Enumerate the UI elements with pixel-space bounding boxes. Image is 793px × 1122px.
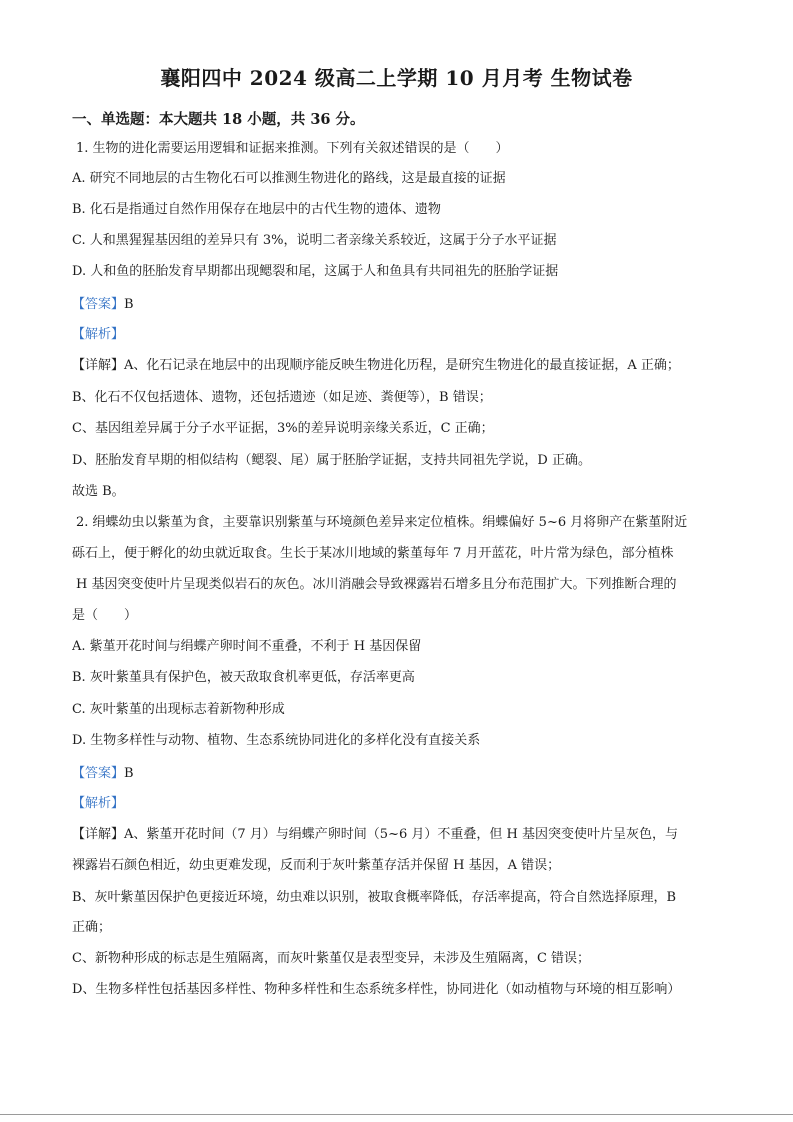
analysis-tag: 【解析】 bbox=[72, 327, 125, 342]
question-2-analysis bbox=[72, 795, 724, 813]
question-1-detail-2: B、化石不仅包括遗体、遗物，还包括遗迹（如足迹、粪便等），B 错误； bbox=[72, 390, 492, 405]
question-2-detail-1 bbox=[72, 826, 724, 844]
question-2-stem-line-2: 砾石上，便于孵化的幼虫就近取食。生长于某冰川地域的紫堇每年 7 月开蓝花，叶片常为绿色，部分植株 bbox=[72, 546, 674, 561]
answer-value: B bbox=[124, 766, 134, 781]
question-2-detail-3: B、灰叶紫堇因保护色更接近环境，幼虫难以识别，被取食概率降低，存活率提高，符合自然选择原理，B bbox=[72, 890, 677, 905]
question-2-answer bbox=[72, 765, 724, 783]
question-2-detail-5: C、新物种形成的标志是生殖隔离，而灰叶紫堇仅是表型变异，未涉及生殖隔离，C 错误； bbox=[72, 951, 591, 966]
question-2-option-a: A. 紫堇开花时间与绢蝶产卵时间不重叠，不利于 H 基因保留 bbox=[72, 639, 422, 654]
question-2-detail-6: D、生物多样性包括基因多样性、物种多样性和生态系统多样性，协同进化（如动植物与环境的相互影响） bbox=[72, 982, 681, 997]
question-2-detail-4: 正确； bbox=[72, 920, 112, 935]
question-2-option-c: C. 灰叶紫堇的出现标志着新物种形成 bbox=[72, 702, 285, 717]
question-2-stem-line-1: 2. 绢蝶幼虫以紫堇为食，主要靠识别紫堇与环境颜色差异来定位植株。绢蝶偏好 5~6 月将卵产在紫堇附近 bbox=[76, 515, 688, 530]
detail-text: A、紫堇开花时间（7 月）与绢蝶产卵时间（5~6 月）不重叠，但 H 基因突变使叶片呈灰色，与 bbox=[124, 827, 678, 842]
question-1-detail-3: C、基因组差异属于分子水平证据，3%的差异说明亲缘关系近，C 正确； bbox=[72, 421, 494, 436]
question-2-option-b: B. 灰叶紫堇具有保护色，被天敌取食机率更低，存活率更高 bbox=[72, 670, 415, 685]
section-heading: 一、单选题：本大题共 18 小题，共 36 分。 bbox=[72, 111, 365, 128]
detail-tag: 【详解】 bbox=[72, 358, 125, 373]
question-1-option-a: A. 研究不同地层的古生物化石可以推测生物进化的路线，这是最直接的证据 bbox=[72, 171, 506, 186]
detail-text: A、化石记录在地层中的出现顺序能反映生物进化历程，是研究生物进化的最直接证据，A 正确； bbox=[124, 358, 680, 373]
question-1-answer bbox=[72, 296, 724, 314]
question-1-analysis bbox=[72, 326, 724, 344]
question-1-option-c: C. 人和黑猩猩基因组的差异只有 3%，说明二者亲缘关系较近，这属于分子水平证据 bbox=[72, 233, 557, 248]
detail-tag: 【详解】 bbox=[72, 827, 125, 842]
page-bottom-rule bbox=[0, 1114, 793, 1115]
question-1-detail-1 bbox=[72, 357, 724, 375]
answer-tag: 【答案】 bbox=[72, 297, 125, 312]
question-2-stem-line-4: 是（ ） bbox=[72, 608, 138, 623]
question-2-stem-line-3: H 基因突变使叶片呈现类似岩石的灰色。冰川消融会导致裸露岩石增多且分布范围扩大。下列推断合理的 bbox=[76, 577, 677, 592]
question-2-option-d: D. 生物多样性与动物、植物、生态系统协同进化的多样化没有直接关系 bbox=[72, 733, 481, 748]
document-title: 襄阳四中 2024 级高二上学期 10 月月考 生物试卷 bbox=[160, 66, 633, 90]
question-1-option-b: B. 化石是指通过自然作用保存在地层中的古代生物的遗体、遗物 bbox=[72, 202, 441, 217]
question-1-option-d: D. 人和鱼的胚胎发育早期都出现鳃裂和尾，这属于人和鱼具有共同祖先的胚胎学证据 bbox=[72, 264, 559, 279]
question-1-conclusion: 故选 B。 bbox=[72, 484, 125, 499]
analysis-tag: 【解析】 bbox=[72, 796, 125, 811]
question-2-detail-2: 裸露岩石颜色相近，幼虫更难发现，反而利于灰叶紫堇存活并保留 H 基因，A 错误； bbox=[72, 858, 561, 873]
answer-value: B bbox=[124, 297, 134, 312]
question-1-stem: 1. 生物的进化需要运用逻辑和证据来推测。下列有关叙述错误的是（ ） bbox=[76, 141, 509, 156]
question-1-detail-4: D、胚胎发育早期的相似结构（鳃裂、尾）属于胚胎学证据，支持共同祖先学说，D 正确。 bbox=[72, 453, 591, 468]
answer-tag: 【答案】 bbox=[72, 766, 125, 781]
